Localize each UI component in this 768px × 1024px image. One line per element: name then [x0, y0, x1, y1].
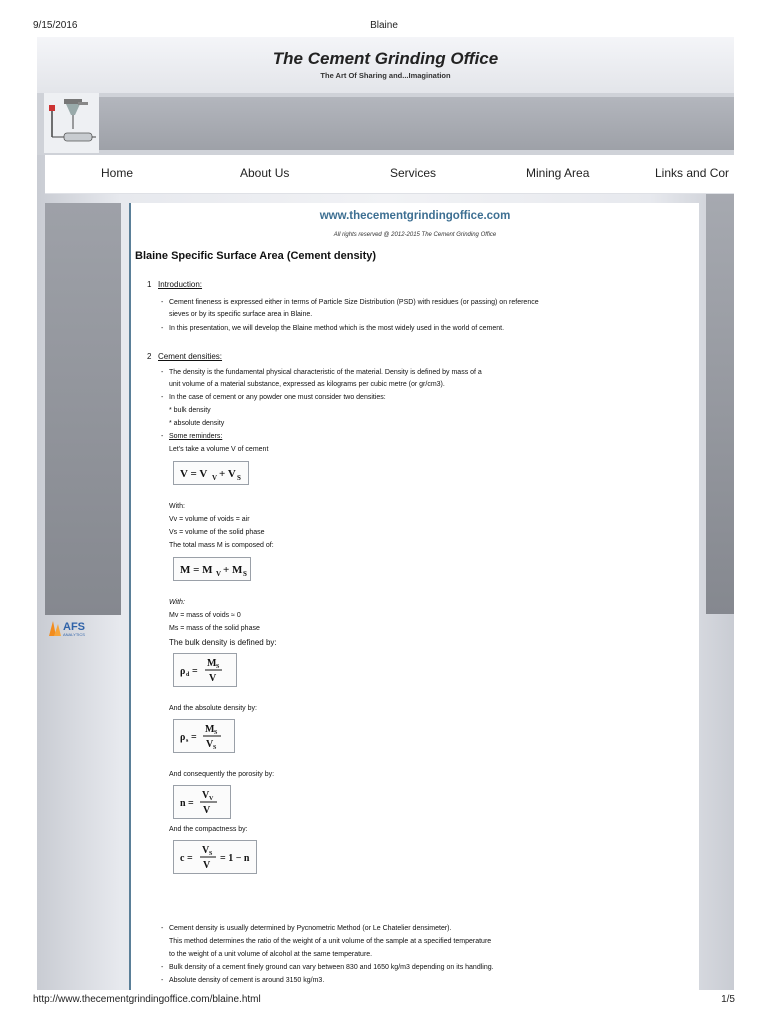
- text-line: The density is the fundamental physical characteristic of the material. Density is defined by mass of a: [169, 369, 482, 376]
- svg-text:S: S: [243, 570, 247, 578]
- svg-text:V: V: [202, 845, 210, 856]
- text-line: Absolute density of cement is around 3150 kg/m3.: [169, 977, 325, 984]
- svg-text:+ V: + V: [219, 468, 236, 480]
- text-line: The bulk density is defined by:: [169, 638, 277, 647]
- text-line: Cement fineness is expressed either in terms of Particle Size Distribution (PSD) with residues (or passing) on reference: [169, 299, 539, 306]
- svg-text:s: s: [186, 738, 189, 744]
- formula-porosity: [173, 785, 231, 819]
- text-line: With:: [169, 503, 185, 510]
- section-number: 2: [147, 352, 152, 361]
- svg-text:V: V: [212, 474, 218, 482]
- main-nav: [45, 155, 734, 194]
- svg-text:V = V: V = V: [180, 468, 208, 480]
- text-line: Vs = volume of the solid phase: [169, 529, 265, 536]
- formula-compactness: [173, 840, 257, 874]
- afs-analytics-logo[interactable]: [45, 617, 101, 639]
- text-line: Cement density is usually determined by Pycnometric Method (or Le Chatelier densimeter).: [169, 925, 452, 932]
- svg-text:n =: n =: [180, 798, 194, 809]
- svg-text:M: M: [207, 658, 217, 669]
- svg-text:= 1 − n: = 1 − n: [220, 853, 250, 864]
- text-line: In the case of cement or any powder one must consider two densities:: [169, 394, 386, 401]
- text-line: This method determines the ratio of the weight of a unit volume of the sample at a specified temperature: [169, 938, 492, 945]
- text-line: Bulk density of a cement finely ground can vary between 830 and 1650 kg/m3 depending on its handling.: [169, 964, 494, 971]
- text-line: With:: [169, 599, 185, 606]
- print-url: http://www.thecementgrindingoffice.com/blaine.html: [33, 994, 261, 1005]
- text-line: Some reminders:: [169, 433, 223, 440]
- text-line: unit volume of a material substance, expressed as kilograms per cubic metre (or gr/cm3).: [169, 381, 445, 388]
- nav-services[interactable]: Services: [390, 166, 437, 180]
- text-line: to the weight of a unit volume of alcohol at the same temperature.: [169, 951, 373, 958]
- svg-text:ρ: ρ: [180, 666, 186, 677]
- svg-text:AFS: AFS: [63, 621, 85, 633]
- svg-text:V: V: [216, 570, 222, 578]
- text-line: And consequently the porosity by:: [169, 771, 275, 778]
- nav-about-us[interactable]: About Us: [240, 166, 290, 180]
- svg-text:V: V: [209, 796, 214, 802]
- text-line: And the absolute density by:: [169, 705, 257, 712]
- article-content: www.thecementgrindingoffice.com All rights reserved @ 2012-2015 The Cement Grinding Office Blaine Specific Surface Area (Cement density) 1 Introduction: - Cement fineness is expressed either in terms of Particle Size Distribution (PSD) with residues (or passing) on reference sieves or by its specific surface area in Blaine. - In this presentation, we will develop the Blaine method which is the most widely used in the world of cement. 2 Cement densities: - The density is the fundamental physical characteristic of the material. Density is defined by mass of a unit volume of a material substance, expressed as kilograms per cubic metre (or gr/cm3). - In the case of cement or any powder one must consider two densities: * bulk density * absolute density - Some reminders: Let's take a volume V of cement V = V V + V S With: Vv = volume of voids = air Vs = volume of the solid phase The total mass M is composed of: M = M V + M S With: Mv = mass of voids ≈ 0 Ms = mass of the solid phase The bulk density is defined by: ρ d = M S V And the absolute density by: ρ s = M S V S And consequently the porosity by: n = V V V And the compactness by: c = V S V = 1 − n - Cement density is usually determined by Pycnometric Method (or Le Chatelier densimeter). This method determines the ratio of the weight of a unit volume of the sample at a specified temperature to the weight of a unit volume of alcohol at the same temperature. - Bulk density of a cement finely ground can vary between 830 and 1650 kg/m3 depending on its handling. - Absolute density of cement is around 3150 kg/m3.: [131, 203, 700, 990]
- svg-text:c =: c =: [180, 853, 193, 864]
- site-subtitle: The Art Of Sharing and...Imagination: [320, 71, 451, 80]
- nav-links-and-contact[interactable]: Links and Cor: [655, 166, 730, 180]
- right-sidebar-panel: [706, 194, 734, 614]
- svg-text:V: V: [203, 860, 211, 871]
- svg-text:S: S: [216, 664, 220, 670]
- formula-volume: [173, 461, 249, 485]
- svg-text:M = M: M = M: [180, 564, 213, 576]
- section-title: Introduction:: [158, 280, 203, 289]
- header-band: [99, 97, 734, 150]
- text-line: * absolute density: [169, 420, 225, 427]
- copyright-notice: All rights reserved @ 2012-2015 The Cement Grinding Office: [333, 232, 497, 238]
- svg-text:V: V: [206, 739, 214, 750]
- print-title: Blaine: [370, 20, 398, 31]
- section-number: 1: [147, 280, 152, 289]
- svg-text:V: V: [209, 673, 217, 684]
- text-line: In this presentation, we will develop the Blaine method which is the most widely used in the world of cement.: [169, 325, 505, 332]
- left-sidebar-panel: [45, 203, 121, 615]
- svg-text:S: S: [237, 474, 241, 482]
- cement-mill-logo-icon[interactable]: [44, 93, 99, 153]
- svg-text:V: V: [203, 805, 211, 816]
- svg-text:S: S: [214, 730, 218, 736]
- formula-absolute-density: [173, 719, 235, 753]
- svg-text:S: S: [213, 745, 217, 751]
- svg-text:V: V: [202, 790, 210, 801]
- nav-mining-area[interactable]: Mining Area: [526, 166, 590, 180]
- text-line: And the compactness by:: [169, 826, 248, 833]
- svg-text:=: =: [191, 732, 197, 743]
- svg-text:=: =: [192, 666, 198, 677]
- print-page-number: 1/5: [721, 994, 735, 1005]
- formula-mass: [173, 557, 251, 581]
- text-line: Mv = mass of voids ≈ 0: [169, 612, 241, 619]
- text-line: Let's take a volume V of cement: [169, 446, 269, 453]
- site-title: The Cement Grinding Office: [272, 49, 499, 68]
- text-line: Vv = volume of voids = air: [169, 516, 250, 523]
- article-title: Blaine Specific Surface Area (Cement density): [135, 250, 377, 262]
- text-line: * bulk density: [169, 407, 211, 414]
- print-date: 9/15/2016: [33, 20, 78, 31]
- svg-text:ρ: ρ: [180, 732, 186, 743]
- text-line: The total mass M is composed of:: [169, 542, 274, 549]
- web-page: [37, 37, 734, 990]
- svg-text:+ M: + M: [223, 564, 243, 576]
- text-line: sieves or by its specific surface area in Blaine.: [169, 311, 313, 318]
- svg-text:ANALYTICS: ANALYTICS: [63, 632, 85, 637]
- site-url-link[interactable]: www.thecementgrindingoffice.com: [319, 210, 511, 222]
- section-title: Cement densities:: [158, 352, 223, 361]
- text-line: Ms = mass of the solid phase: [169, 625, 260, 632]
- svg-text:M: M: [205, 724, 215, 735]
- nav-home[interactable]: Home: [101, 166, 134, 180]
- svg-text:d: d: [186, 672, 190, 678]
- svg-text:S: S: [209, 851, 213, 857]
- formula-bulk-density: [173, 653, 237, 687]
